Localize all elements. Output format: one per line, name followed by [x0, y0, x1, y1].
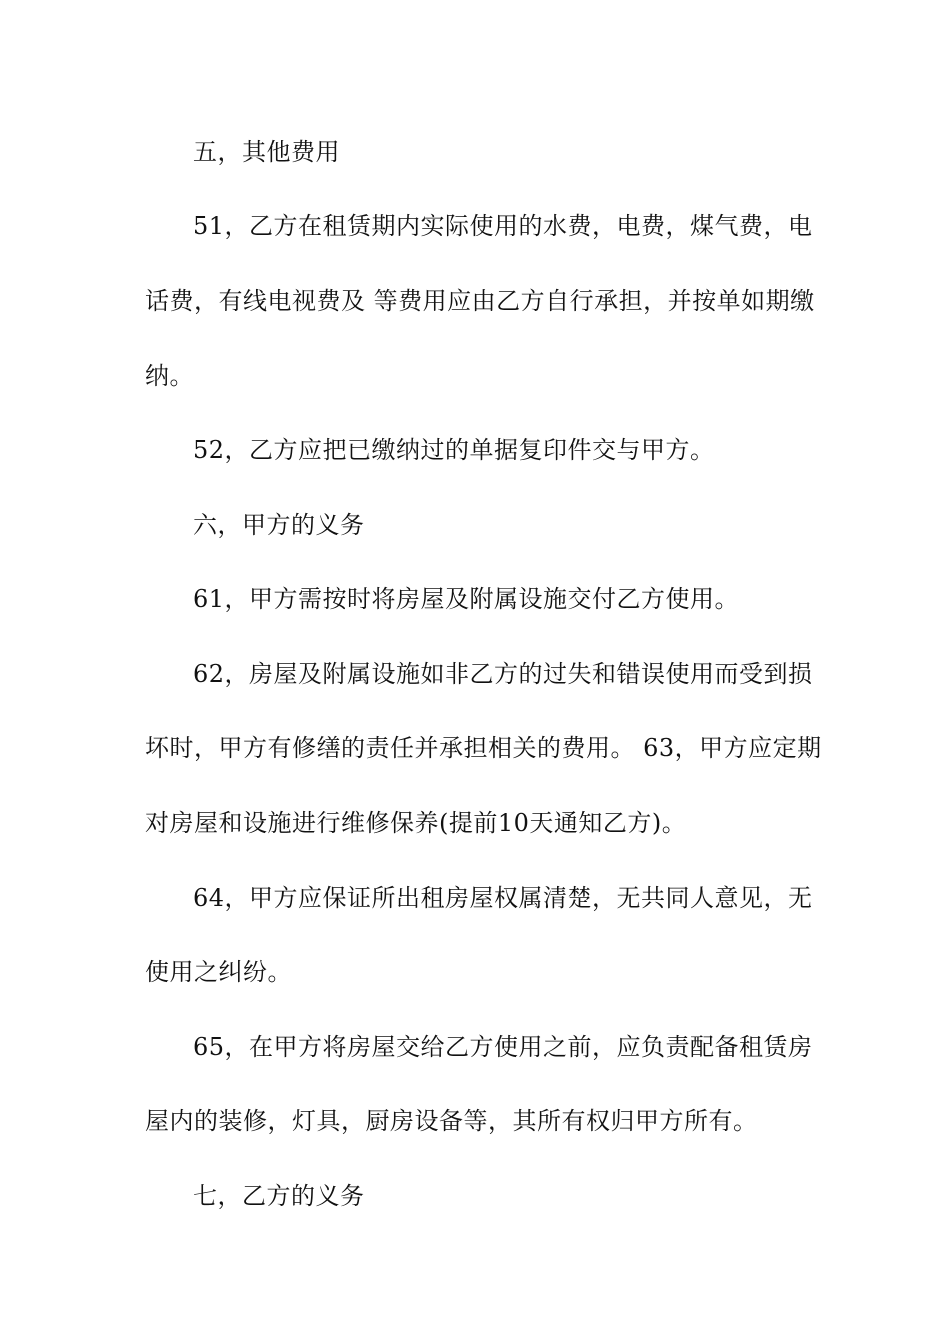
clause-51-line-1: 51，乙方在租赁期内实际使用的水费，电费，煤气费，电 [193, 212, 813, 240]
clause-62-line-1: 62，房屋及附属设施如非乙方的过失和错误使用而受到损 [193, 660, 813, 688]
clause-51-line-3: 纳。 [145, 362, 194, 390]
clause-65-line-1: 65，在甲方将房屋交给乙方使用之前，应负责配备租赁房 [193, 1033, 813, 1061]
section-heading-party-b-duties: 七，乙方的义务 [193, 1182, 365, 1210]
clause-62-line-2: 坏时，甲方有修缮的责任并承担相关的费用。 63，甲方应定期 [145, 734, 822, 762]
clause-51-line-2: 话费，有线电视费及 等费用应由乙方自行承担，并按单如期缴 [145, 287, 815, 315]
clause-64-line-1: 64，甲方应保证所出租房屋权属清楚，无共同人意见，无 [193, 884, 813, 912]
section-heading-party-a-duties: 六，甲方的义务 [193, 511, 365, 539]
clause-64-line-2: 使用之纠纷。 [145, 958, 292, 986]
clause-52: 52，乙方应把已缴纳过的单据复印件交与甲方。 [193, 436, 715, 464]
clause-63-line: 对房屋和设施进行维修保养(提前10天通知乙方)。 [145, 809, 687, 837]
section-heading-other-fees: 五，其他费用 [193, 138, 340, 166]
clause-61: 61，甲方需按时将房屋及附属设施交付乙方使用。 [193, 585, 740, 613]
clause-65-line-2: 屋内的装修，灯具，厨房设备等，其所有权归甲方所有。 [145, 1107, 758, 1135]
